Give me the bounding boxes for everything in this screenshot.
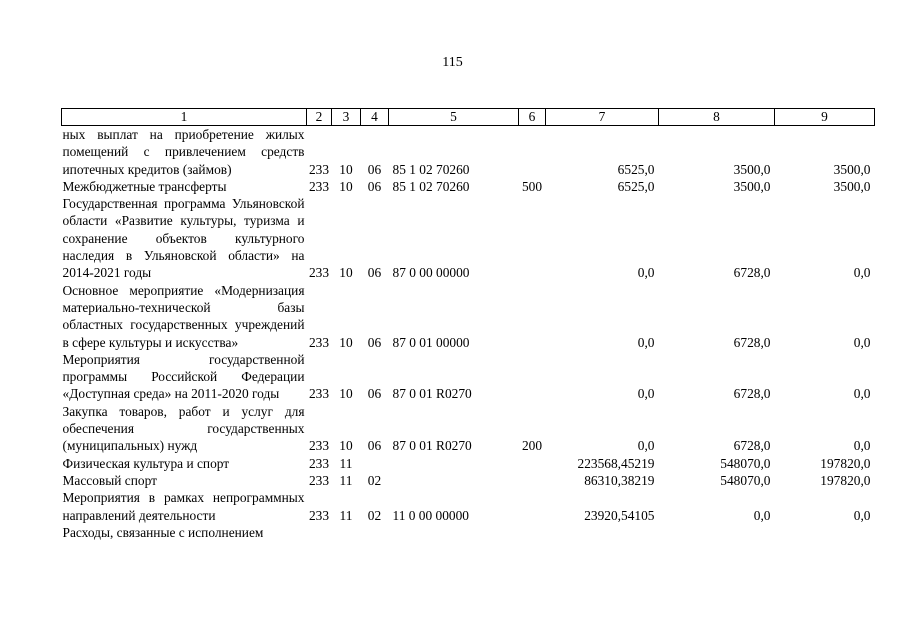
row-subsection-code: 06 [367, 438, 382, 454]
row-amount-col7: 86310,38219 [584, 472, 655, 488]
column-header-6: 6 [519, 109, 546, 126]
column-header-1: 1 [62, 109, 307, 126]
table-row [62, 489, 875, 524]
row-ministry-code: 233 [308, 386, 330, 402]
row-amount-col8 [659, 524, 775, 541]
row-amount-col9: 0,0 [853, 265, 871, 281]
row-subsection-code: 06 [367, 178, 382, 194]
row-amount-col9: 0,0 [853, 386, 871, 402]
row-amount-col7 [546, 524, 659, 541]
row-target-code [389, 524, 519, 541]
row-amount-col7: 0,0 [637, 334, 655, 350]
row-amount-col7: 0,0 [637, 265, 655, 281]
row-subsection-code: 02 [367, 472, 382, 488]
row-section-code: 10 [339, 334, 353, 350]
row-target-code: 11 0 00 00000 [392, 507, 469, 523]
row-name: Расходы, связанные с исполнением [62, 524, 264, 540]
row-name: Массовый спорт [62, 472, 157, 488]
row-amount-col9: 3500,0 [833, 161, 871, 177]
row-amount-col9: 197820,0 [820, 472, 871, 488]
row-amount-col8: 6728,0 [733, 265, 771, 281]
row-subsection-code [361, 524, 389, 541]
row-ministry-code: 233 [308, 265, 330, 281]
row-subsection-code: 06 [367, 265, 382, 281]
row-subsection-code: 02 [367, 507, 382, 523]
row-amount-col9: 197820,0 [820, 455, 871, 471]
row-section-code: 10 [339, 161, 353, 177]
row-section-code: 10 [339, 386, 353, 402]
header-row [62, 109, 875, 126]
row-amount-col7: 6525,0 [617, 161, 655, 177]
row-amount-col7: 0,0 [637, 438, 655, 454]
column-header-7: 7 [546, 109, 659, 126]
row-target-code: 85 1 02 70260 [392, 178, 470, 194]
row-amount-col7: 223568,45219 [577, 455, 655, 471]
row-name: Межбюджетные трансферты [62, 178, 227, 194]
row-amount-col9: 0,0 [853, 438, 871, 454]
column-header-5: 5 [389, 109, 519, 126]
row-expense-type [519, 489, 546, 524]
row-ministry-code: 233 [308, 507, 330, 523]
row-target-code: 87 0 01 R0270 [392, 438, 472, 454]
row-expense-type [519, 195, 546, 281]
row-target-code [389, 455, 519, 472]
row-expense-type [519, 282, 546, 351]
row-subsection-code: 06 [367, 161, 382, 177]
table-row [62, 282, 875, 351]
row-amount-col9: 3500,0 [833, 178, 871, 194]
table-row [62, 403, 875, 455]
row-target-code: 87 0 01 R0270 [392, 386, 472, 402]
table-row [62, 455, 875, 472]
row-name: Закупка товаров, работ и услуг для обеспечения государственных (муниципальных) нужд [62, 403, 305, 454]
table-row [62, 195, 875, 281]
row-amount-col8: 6728,0 [733, 438, 771, 454]
row-amount-col9 [775, 524, 875, 541]
row-amount-col8: 6728,0 [733, 386, 771, 402]
table-header [62, 109, 875, 126]
row-subsection-code: 06 [367, 386, 382, 402]
row-expense-type: 200 [521, 438, 543, 454]
row-ministry-code: 233 [308, 161, 330, 177]
row-name: Основное мероприятие «Модернизация материально-технической базы областных государственных учреждений в сфере культуры и искусства» [62, 282, 305, 350]
row-section-code: 10 [339, 438, 353, 454]
row-ministry-code: 233 [308, 334, 330, 350]
page-number: 115 [442, 55, 463, 70]
row-section-code: 11 [339, 472, 353, 488]
row-amount-col8: 3500,0 [733, 161, 771, 177]
row-expense-type [519, 472, 546, 489]
row-section-code: 11 [339, 507, 353, 523]
row-subsection-code [361, 455, 389, 472]
row-amount-col8: 3500,0 [733, 178, 771, 194]
row-name: ных выплат на приобретение жилых помещений с привлечением средств ипотечных кредитов (займов) [62, 127, 305, 177]
row-ministry-code: 233 [308, 178, 330, 194]
row-ministry-code: 233 [308, 472, 330, 488]
row-section-code: 10 [339, 178, 353, 194]
budget-table [61, 108, 875, 541]
row-name: Мероприятия государственной программы Российской Федерации «Доступная среда» на 2011-2020 годы [62, 351, 305, 402]
row-amount-col8: 0,0 [753, 507, 771, 523]
row-target-code [389, 472, 519, 489]
row-expense-type: 500 [521, 178, 543, 194]
row-ministry-code: 233 [308, 438, 330, 454]
table-row [62, 178, 875, 195]
table-row [62, 351, 875, 403]
column-header-9: 9 [775, 109, 875, 126]
table-row [62, 472, 875, 489]
row-ministry-code: 233 [308, 455, 330, 471]
row-name: Мероприятия в рамках непрограммных направлений деятельности [62, 490, 305, 523]
row-target-code: 85 1 02 70260 [392, 161, 470, 177]
row-expense-type [519, 126, 546, 178]
row-expense-type [519, 524, 546, 541]
row-subsection-code: 06 [367, 334, 382, 350]
row-section-code: 11 [339, 455, 353, 471]
row-amount-col7: 6525,0 [617, 178, 655, 194]
row-expense-type [519, 351, 546, 403]
row-name: Физическая культура и спорт [62, 455, 230, 471]
column-header-2: 2 [307, 109, 332, 126]
table-row [62, 126, 875, 178]
row-ministry-code [307, 524, 332, 541]
row-amount-col9: 0,0 [853, 507, 871, 523]
column-header-3: 3 [332, 109, 361, 126]
row-amount-col7: 0,0 [637, 386, 655, 402]
column-header-4: 4 [361, 109, 389, 126]
row-section-code [332, 524, 361, 541]
row-section-code: 10 [339, 265, 353, 281]
row-amount-col8: 548070,0 [720, 455, 771, 471]
row-amount-col8: 6728,0 [733, 334, 771, 350]
row-target-code: 87 0 00 00000 [392, 265, 470, 281]
row-expense-type [519, 455, 546, 472]
table-row [62, 524, 875, 541]
row-amount-col8: 548070,0 [720, 472, 771, 488]
row-amount-col7: 23920,54105 [584, 507, 655, 523]
row-name: Государственная программа Ульяновской области «Развитие культуры, туризма и сохранение объектов культурного наследия в Ульяновской области» на 2014-2021 годы [62, 196, 305, 281]
column-header-8: 8 [659, 109, 775, 126]
table-body [62, 126, 875, 542]
row-target-code: 87 0 01 00000 [392, 334, 470, 350]
row-amount-col9: 0,0 [853, 334, 871, 350]
